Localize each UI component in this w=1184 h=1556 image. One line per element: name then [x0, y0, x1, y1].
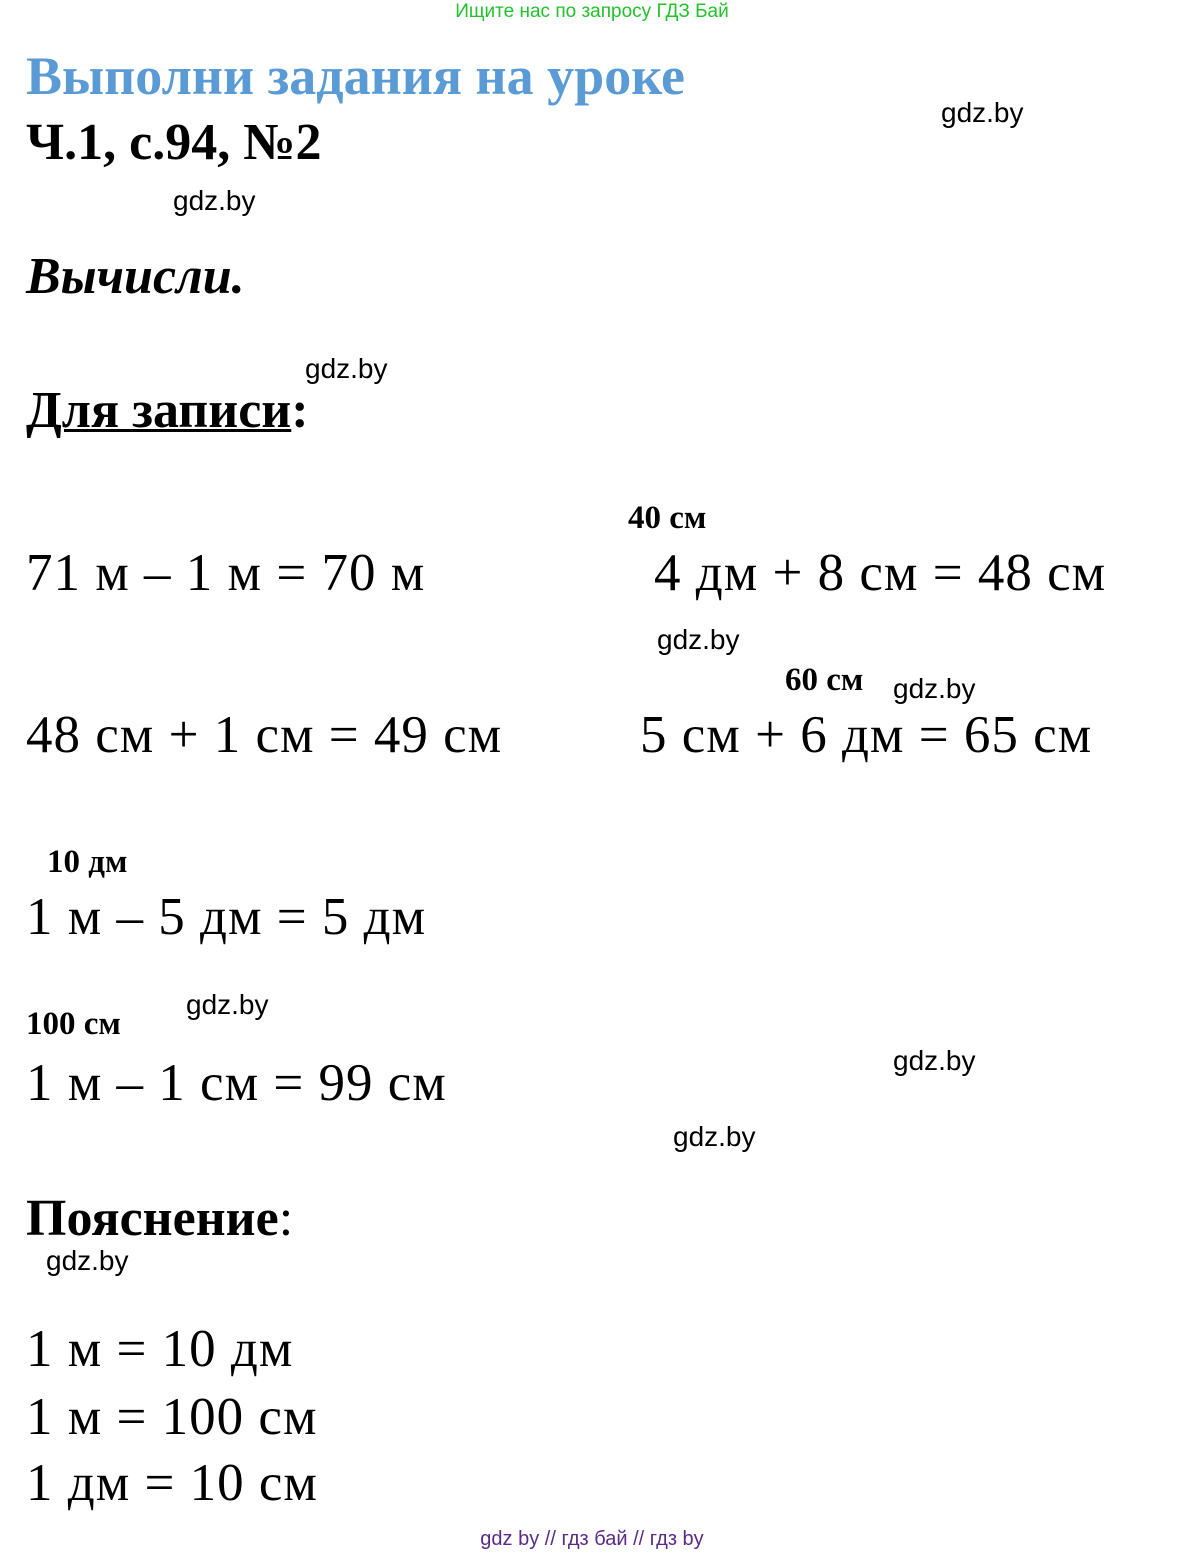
top-banner: Ищите нас по запросу ГДЗ Бай — [455, 1, 729, 22]
watermark: gdz.by — [657, 624, 740, 655]
footer-links: gdz by // гдз бай // гдз by — [480, 1528, 704, 1550]
watermark: gdz.by — [893, 673, 976, 704]
watermark: gdz.by — [893, 1045, 976, 1076]
equation: 5 см + 6 дм = 65 см — [640, 706, 1093, 764]
watermark: gdz.by — [673, 1121, 756, 1152]
watermark: gdz.by — [173, 185, 256, 216]
instruction: Вычисли. — [26, 248, 245, 305]
equation: 1 м – 1 см = 99 см — [26, 1054, 447, 1112]
explanation-title — [26, 1188, 293, 1250]
equation: 1 м – 5 дм = 5 дм — [26, 888, 427, 946]
section-title-text: Для записи — [26, 382, 292, 439]
watermark: gdz.by — [46, 1245, 129, 1276]
equation: 71 м – 1 м = 70 м — [26, 544, 426, 602]
explanation-line: 1 м = 10 дм — [26, 1320, 294, 1378]
equation: 48 см + 1 см = 49 см — [26, 706, 503, 764]
equation-hint: 40 см — [628, 500, 707, 536]
equation-hint: 60 см — [785, 662, 864, 698]
explanation-title-text: Пояснение — [26, 1190, 279, 1247]
equation-hint: 10 дм — [47, 844, 128, 880]
equation-hint: 100 см — [26, 1006, 121, 1042]
page-heading: Выполни задания на уроке — [26, 46, 685, 106]
watermark: gdz.by — [186, 989, 269, 1020]
equation: 4 дм + 8 см = 48 см — [654, 544, 1107, 602]
watermark: gdz.by — [941, 97, 1024, 128]
explanation-line: 1 дм = 10 см — [26, 1454, 318, 1512]
explanation-title-colon: : — [278, 1190, 294, 1247]
task-reference: Ч.1, с.94, №2 — [26, 114, 322, 171]
explanation-line: 1 м = 100 см — [26, 1388, 318, 1446]
watermark: gdz.by — [305, 353, 388, 384]
section-title-colon: : — [291, 382, 309, 439]
section-title — [26, 380, 309, 442]
